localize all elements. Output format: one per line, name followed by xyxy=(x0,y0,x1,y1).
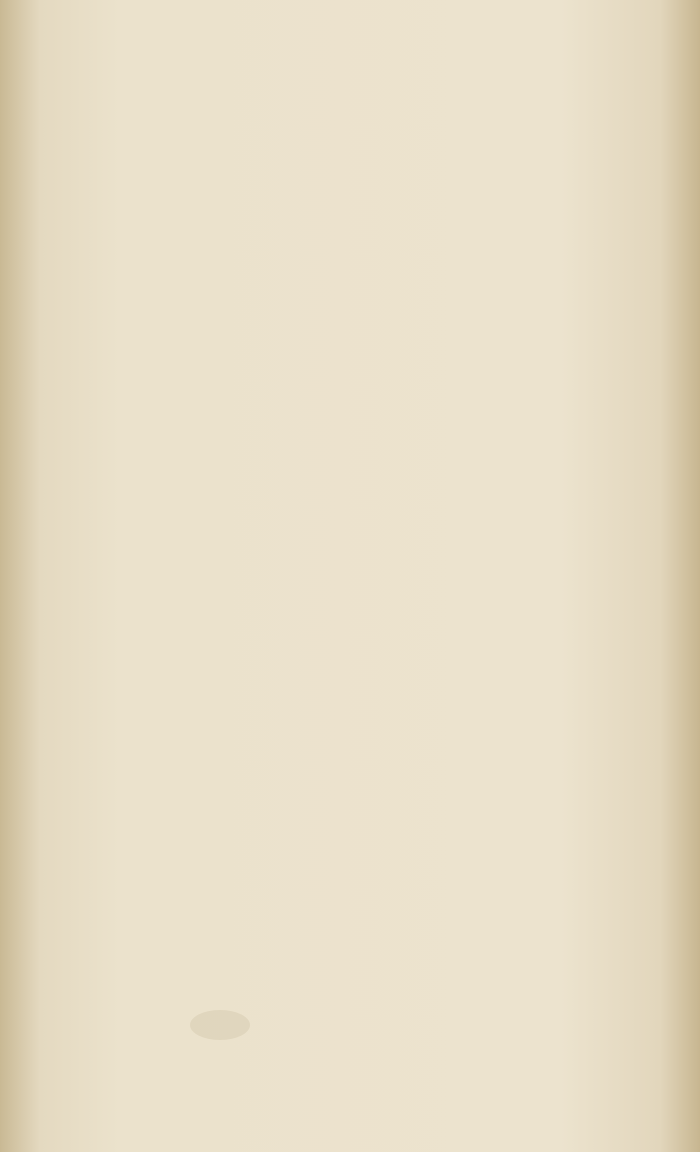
paper-stain xyxy=(190,1010,250,1040)
page-header xyxy=(130,50,650,90)
